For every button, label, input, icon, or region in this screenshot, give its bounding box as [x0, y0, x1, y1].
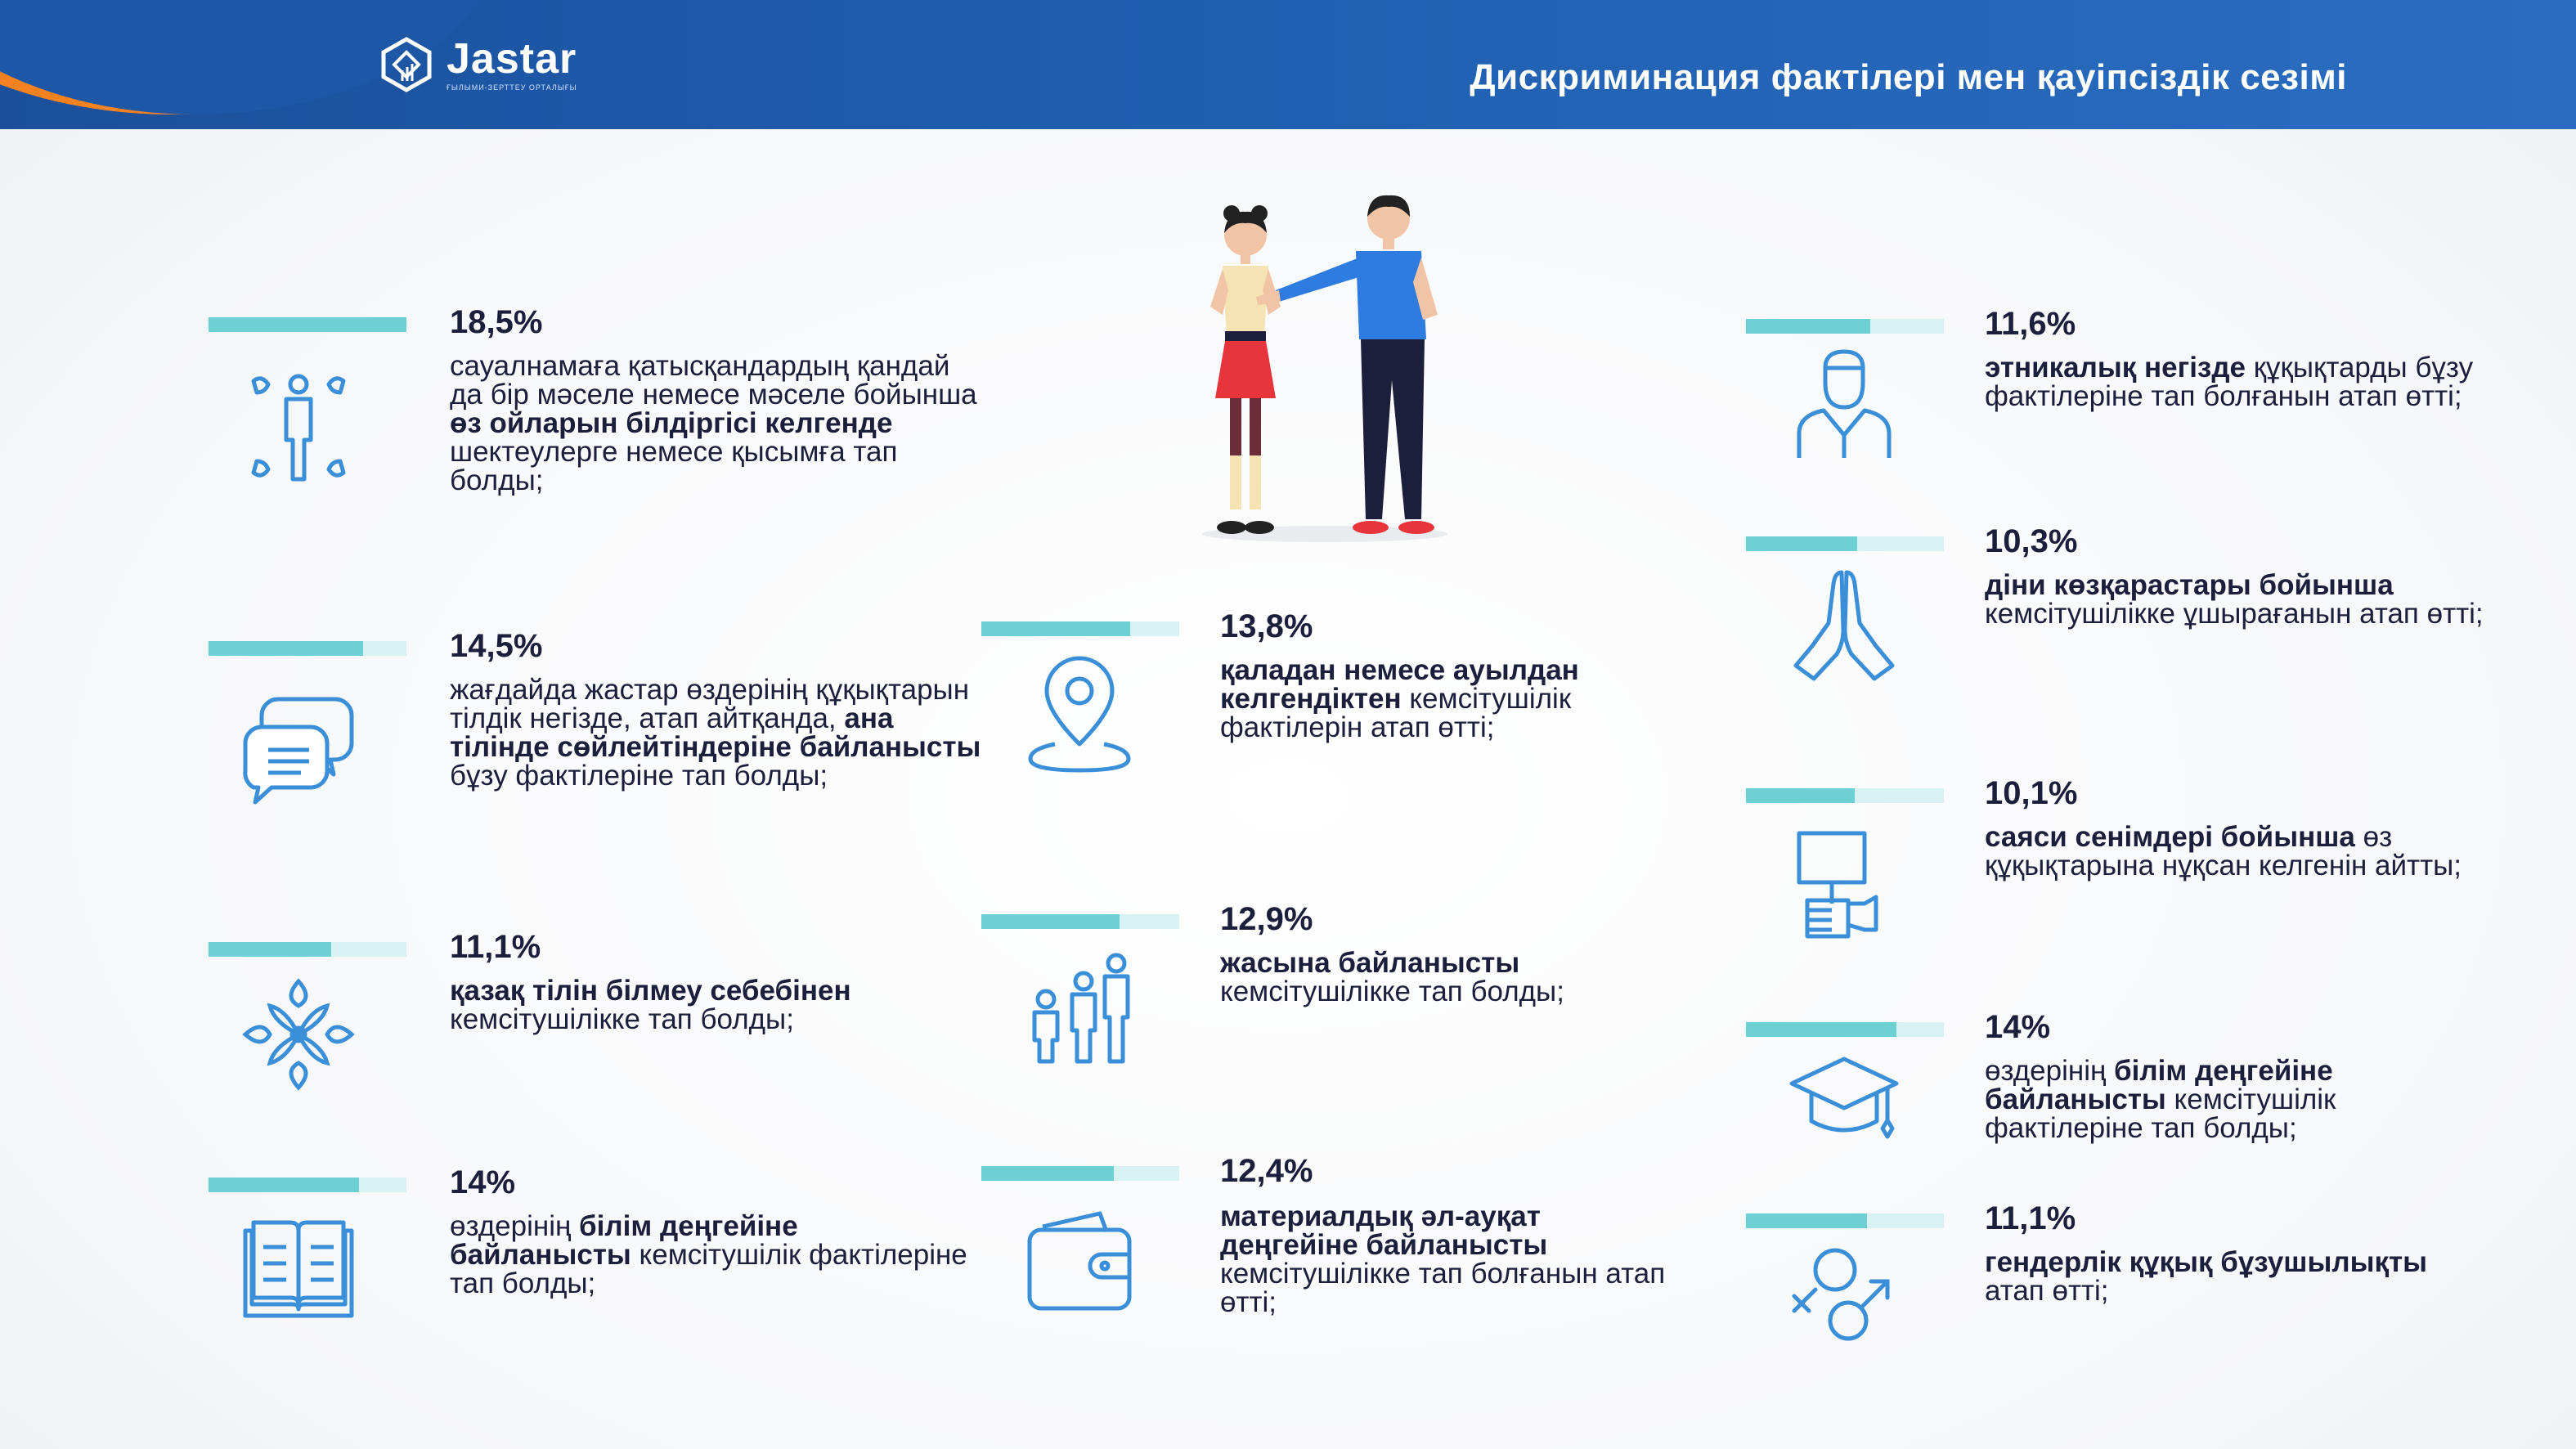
gender-symbols-icon [1783, 1231, 1905, 1353]
stat-description: өздерінің білім деңгейіне байланысты кемсітушілік фактілеріне тап болды; [450, 1210, 967, 1299]
people-illustration [1178, 184, 1472, 544]
open-book-icon [237, 1206, 360, 1329]
map-pin-icon [1018, 654, 1141, 777]
stat-description: гендерлік құқық бұзушылықты атап өтті; [1985, 1246, 2428, 1307]
stat-description: жасына байланысты кемсітушілікке тап болды; [1220, 947, 1564, 1007]
percent-bar [981, 1166, 1179, 1181]
percent-value: 12,9% [1220, 901, 1313, 937]
percent-bar [1746, 788, 1944, 803]
percent-bar [1746, 319, 1944, 334]
percent-bar [1746, 536, 1944, 551]
stat-description: этникалық негізде құқықтарды бұзу фактілеріне тап болғанын атап өтті; [1985, 352, 2474, 412]
graduation-cap-icon [1783, 1043, 1905, 1165]
percent-value: 18,5% [450, 304, 543, 340]
header-banner [0, 0, 2576, 129]
percent-value: 11,1% [450, 929, 541, 965]
family-icon [1018, 949, 1141, 1071]
logo-name: Jastar [447, 35, 577, 83]
percent-value: 11,6% [1985, 306, 2076, 342]
speech-silhouette-icon [237, 366, 360, 489]
percent-value: 12,4% [1220, 1153, 1313, 1189]
stat-description: сауалнамаға қатысқандардың қандай да бір мәселе немесе мәселе бойынша өз ойларын білдіргісі келгенде шектеулерге немесе қысымға тап болды; [450, 350, 977, 496]
logo-mark-icon [378, 36, 435, 93]
percent-value: 10,3% [1985, 523, 2078, 559]
wallet-icon [1018, 1202, 1141, 1325]
stat-description: қазақ тілін білмеу себебінен кемсітушілікке тап болды; [450, 975, 851, 1035]
stat-description: өздерінің білім деңгейіне байланысты кемсітушілік фактілеріне тап болды; [1985, 1055, 2336, 1144]
logo-subtitle: ҒЫЛЫМИ-ЗЕРТТЕУ ОРТАЛЫҒЫ [447, 83, 577, 92]
stat-description: қаладан немесе ауылдан келгендіктен кемсітушілік фактілерін атап өтті; [1220, 654, 1579, 743]
kazakh-ornament-icon [237, 973, 360, 1096]
percent-value: 14,5% [450, 628, 543, 664]
percent-bar [209, 942, 406, 957]
percent-bar [981, 914, 1179, 929]
page-title: Дискриминация фактілері мен қауіпсіздік сезімі [1470, 57, 2347, 97]
percent-value: 14% [1985, 1009, 2051, 1045]
percent-value: 14% [450, 1164, 516, 1200]
percent-bar [1746, 1213, 1944, 1228]
chat-bubbles-icon [237, 691, 360, 814]
percent-value: 10,1% [1985, 775, 2078, 811]
protest-sign-icon [1783, 822, 1905, 944]
percent-bar [209, 317, 406, 332]
stat-description: діни көзқарастары бойынша кемсітушілікке ұшырағанын атап өтті; [1985, 569, 2484, 630]
percent-bar [1746, 1022, 1944, 1037]
percent-bar [209, 1178, 406, 1192]
praying-hands-icon [1783, 564, 1905, 687]
percent-bar [209, 641, 406, 656]
stat-description: материалдық әл-ауқат деңгейіне байланысты кемсітушілікке тап болғанын атап өтті; [1220, 1200, 1666, 1318]
percent-value: 13,8% [1220, 608, 1313, 644]
logo [378, 36, 577, 93]
stat-description: жағдайда жастар өздерінің құқықтарын тілдік негізде, атап айтқанда, ана тілінде сөйлейтіндеріне байланысты бұзу фактілеріне тап болды; [450, 674, 981, 792]
person-skullcap-icon [1783, 343, 1905, 466]
percent-value: 11,1% [1985, 1200, 2076, 1236]
stat-description: саяси сенімдері бойынша өз құқықтарына нұқсан келгенін айтты; [1985, 821, 2462, 882]
percent-bar [981, 621, 1179, 636]
